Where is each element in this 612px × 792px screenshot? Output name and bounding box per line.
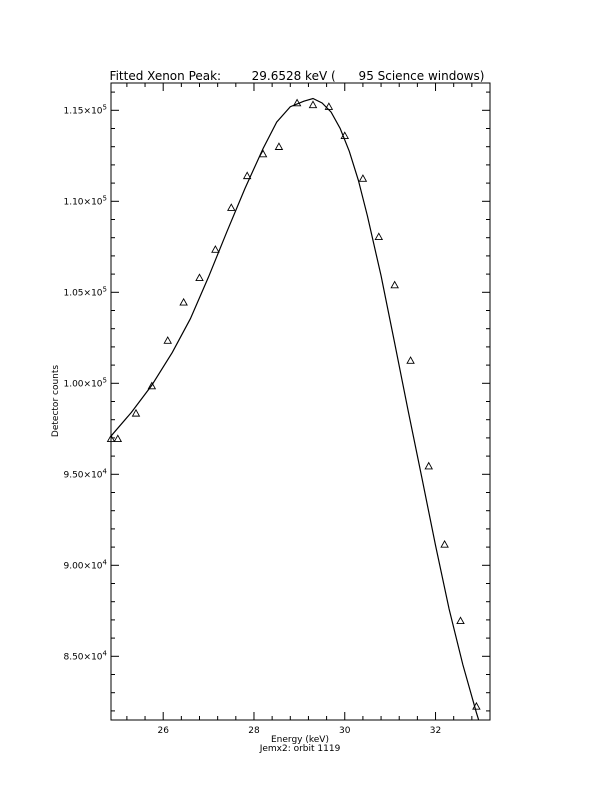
x-tick-label: 32 <box>429 726 442 736</box>
data-point <box>441 541 448 547</box>
data-point <box>391 282 398 288</box>
y-tick-labels <box>63 103 107 662</box>
data-point <box>309 101 316 107</box>
data-point <box>359 175 366 181</box>
x-tick-label: 26 <box>157 726 169 736</box>
caption: Jemx2: orbit 1119 <box>259 744 341 754</box>
data-point <box>132 410 139 416</box>
y-tick-label: $1.10\times 10^5$ <box>63 194 107 208</box>
data-point <box>212 246 219 252</box>
chart-title: Fitted Xenon Peak: 29.6528 keV ( 95 Science windows) <box>109 69 485 83</box>
data-points <box>108 100 480 710</box>
data-point <box>407 357 414 363</box>
data-point <box>325 103 332 109</box>
x-tick-label: 30 <box>339 726 351 736</box>
data-point <box>375 233 382 239</box>
x-axis-label: Energy (keV) <box>271 735 329 745</box>
y-tick-label: $8.50\times 10^4$ <box>63 649 107 663</box>
y-tick-label: $1.05\times 10^5$ <box>63 285 107 299</box>
data-point <box>114 435 121 441</box>
y-tick-label: $1.15\times 10^5$ <box>63 103 107 117</box>
y-tick-label: $1.00\times 10^5$ <box>63 376 107 390</box>
fit-line <box>111 99 490 757</box>
data-point <box>164 337 171 343</box>
data-point <box>425 463 432 469</box>
fit-curve <box>111 99 490 757</box>
y-tick-label: $9.50\times 10^4$ <box>63 467 107 481</box>
y-axis-label: Detector counts <box>51 364 61 438</box>
plot-frame <box>111 83 490 720</box>
data-point <box>228 204 235 210</box>
y-tick-label: $9.00\times 10^4$ <box>63 558 107 572</box>
axis-ticks <box>111 83 490 720</box>
data-point <box>196 274 203 280</box>
data-point <box>457 617 464 623</box>
x-tick-label: 28 <box>248 726 260 736</box>
data-point <box>180 299 187 305</box>
data-point <box>275 143 282 149</box>
